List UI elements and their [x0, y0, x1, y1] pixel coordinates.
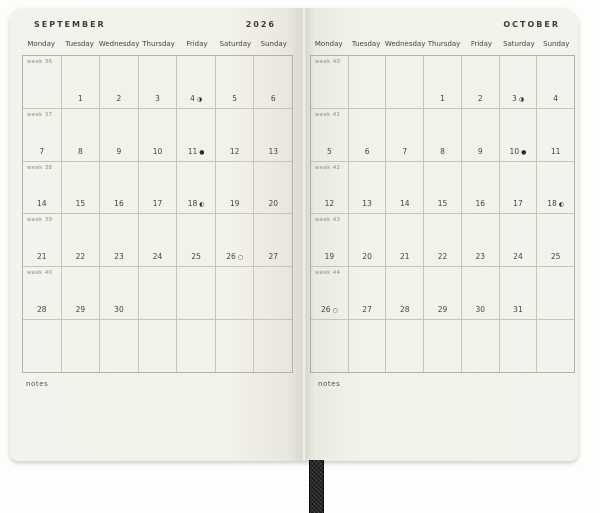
date-number: 25 — [550, 252, 561, 262]
week-row — [311, 162, 574, 215]
day-cell — [254, 109, 292, 161]
new-moon-icon: ● — [199, 148, 205, 156]
day-cell — [23, 109, 62, 161]
date-number: 28 — [400, 305, 410, 315]
date-number: 7 — [39, 146, 45, 156]
day-cell — [537, 56, 574, 108]
date-number: 6 — [270, 93, 276, 103]
date-number: 30 — [114, 305, 124, 315]
date-number: 13 — [268, 146, 279, 156]
day-cell — [311, 267, 349, 319]
day-cell — [311, 214, 349, 266]
week-number-label: week 43 — [315, 217, 341, 224]
week-number-label: week 41 — [315, 111, 341, 118]
day-cell — [216, 214, 255, 266]
day-header: Tuesday — [65, 40, 94, 48]
day-cell — [311, 109, 349, 161]
day-cell — [311, 56, 349, 108]
week-number-label: week 37 — [27, 111, 53, 118]
date-number: 11 ● — [187, 146, 205, 156]
day-header: Saturday — [503, 40, 535, 48]
day-cell — [23, 56, 62, 108]
date-number: 22 — [75, 252, 86, 262]
day-cell — [177, 162, 216, 214]
day-cell — [500, 56, 538, 108]
full-moon-icon: ○ — [237, 254, 244, 262]
day-cell — [424, 109, 462, 161]
month-title: OCTOBER — [503, 20, 560, 29]
day-cell — [386, 267, 424, 319]
date-number: 23 — [114, 252, 124, 262]
day-cell — [23, 162, 62, 214]
day-cell — [100, 214, 139, 266]
date-number: 1 — [77, 93, 83, 103]
date-number: 14 — [400, 199, 410, 209]
day-header: Wednesday — [384, 40, 426, 48]
day-cell — [462, 320, 500, 372]
day-cell — [254, 162, 292, 214]
first-quarter-moon-icon: ◐ — [199, 201, 205, 209]
week-row — [23, 109, 292, 162]
date-number: 31 — [513, 305, 523, 315]
day-cell — [139, 320, 178, 372]
day-cell — [349, 267, 387, 319]
day-cell — [62, 162, 101, 214]
day-cell — [254, 320, 292, 372]
day-header: Thursday — [427, 40, 461, 48]
day-cell — [139, 162, 178, 214]
date-number: 20 — [362, 252, 372, 262]
date-number: 29 — [437, 305, 448, 315]
day-cell — [424, 162, 462, 214]
day-header: Thursday — [142, 40, 175, 48]
day-cell — [177, 267, 216, 319]
day-cell — [349, 162, 387, 214]
week-row — [311, 320, 574, 372]
day-header: Sunday — [260, 40, 287, 48]
date-number: 21 — [37, 252, 47, 262]
date-number: 29 — [75, 305, 86, 315]
day-cell — [424, 267, 462, 319]
ribbon-bookmark — [309, 460, 324, 513]
day-cell — [23, 320, 62, 372]
week-row — [311, 56, 574, 109]
day-cell — [62, 109, 101, 161]
date-number: 12 — [324, 199, 335, 209]
day-cell — [23, 214, 62, 266]
page-header — [34, 20, 276, 29]
date-number: 24 — [513, 252, 523, 262]
day-cell — [62, 320, 101, 372]
date-number: 15 — [75, 199, 86, 209]
date-number: 10 ● — [509, 146, 527, 156]
date-number: 26 ○ — [226, 252, 244, 262]
day-cell — [177, 109, 216, 161]
day-cell — [216, 320, 255, 372]
date-number: 23 — [475, 252, 485, 262]
week-row — [23, 56, 292, 109]
day-cell — [462, 109, 500, 161]
day-cell — [23, 267, 62, 319]
date-number: 16 — [475, 199, 485, 209]
day-cell — [100, 56, 139, 108]
date-number: 3 — [155, 93, 160, 103]
notes-label: notes — [318, 380, 341, 388]
open-planner-book — [10, 8, 578, 461]
day-cell — [254, 56, 292, 108]
day-cell — [254, 214, 292, 266]
day-cell — [500, 214, 538, 266]
day-cell — [424, 320, 462, 372]
new-moon-icon: ● — [521, 148, 527, 156]
date-number: 5 — [326, 146, 332, 156]
date-number: 2 — [477, 93, 483, 103]
day-cell — [100, 109, 139, 161]
date-number: 27 — [268, 252, 279, 262]
calendar-grid — [310, 55, 575, 373]
week-number-label: week 38 — [27, 164, 53, 171]
week-row — [23, 267, 292, 320]
day-cell — [500, 267, 538, 319]
day-cell — [537, 214, 574, 266]
date-number: 9 — [477, 146, 483, 156]
day-cell — [311, 320, 349, 372]
day-cell — [349, 109, 387, 161]
date-number: 8 — [440, 146, 445, 156]
day-cell — [216, 109, 255, 161]
day-cell — [537, 320, 574, 372]
day-cell — [349, 320, 387, 372]
date-number: 18 ◐ — [547, 199, 565, 209]
day-cell — [311, 162, 349, 214]
date-number: 11 — [550, 146, 561, 156]
month-title: SEPTEMBER — [34, 20, 106, 29]
week-row — [311, 214, 574, 267]
day-cell — [349, 56, 387, 108]
first-quarter-moon-icon: ◐ — [558, 201, 565, 209]
date-number: 20 — [268, 199, 279, 209]
day-cell — [177, 56, 216, 108]
date-number: 9 — [116, 146, 122, 156]
date-number: 19 — [229, 199, 240, 209]
year-label: 2026 — [245, 20, 276, 29]
date-number: 19 — [324, 252, 335, 262]
date-number: 4 — [553, 93, 559, 103]
date-number: 14 — [37, 199, 47, 209]
day-cell — [216, 56, 255, 108]
day-cell — [386, 56, 424, 108]
week-row — [23, 162, 292, 215]
week-number-label: week 40 — [27, 270, 53, 277]
day-cell — [349, 214, 387, 266]
full-moon-icon: ○ — [332, 307, 338, 315]
day-headers-row — [22, 40, 293, 52]
day-cell — [100, 320, 139, 372]
day-cell — [500, 109, 538, 161]
date-number: 7 — [402, 146, 408, 156]
week-number-label: week 40 — [315, 59, 341, 65]
day-cell — [62, 56, 101, 108]
date-number: 26 ○ — [320, 305, 338, 315]
day-cell — [254, 267, 292, 319]
last-quarter-moon-icon: ◑ — [518, 95, 524, 103]
page-header — [318, 20, 560, 29]
day-cell — [177, 214, 216, 266]
day-cell — [62, 267, 101, 319]
date-number: 17 — [152, 199, 163, 209]
date-number: 3 ◑ — [511, 93, 524, 103]
day-cell — [386, 162, 424, 214]
day-cell — [139, 109, 178, 161]
date-number: 16 — [114, 199, 124, 209]
day-header: Wednesday — [98, 40, 140, 48]
day-header: Monday — [314, 40, 343, 48]
week-number-label: week 39 — [27, 217, 53, 224]
day-cell — [424, 56, 462, 108]
day-cell — [100, 267, 139, 319]
calendar-grid — [22, 55, 293, 373]
day-cell — [216, 267, 255, 319]
week-number-label: week 44 — [315, 270, 341, 277]
last-quarter-moon-icon: ◑ — [196, 95, 203, 103]
date-number: 24 — [152, 252, 163, 262]
date-number: 8 — [77, 146, 83, 156]
notes-label: notes — [26, 380, 49, 388]
date-number: 12 — [229, 146, 240, 156]
date-number: 30 — [475, 305, 485, 315]
day-header: Tuesday — [351, 40, 381, 48]
day-cell — [500, 320, 538, 372]
date-number: 10 — [152, 146, 163, 156]
day-cell — [500, 162, 538, 214]
day-cell — [537, 162, 574, 214]
date-number: 13 — [362, 199, 372, 209]
day-cell — [386, 214, 424, 266]
date-number: 27 — [362, 305, 372, 315]
day-cell — [139, 267, 178, 319]
week-row — [23, 320, 292, 372]
date-number: 6 — [364, 146, 370, 156]
day-cell — [462, 56, 500, 108]
day-cell — [139, 56, 178, 108]
week-row — [311, 267, 574, 320]
day-cell — [62, 214, 101, 266]
day-cell — [537, 109, 574, 161]
page-september — [10, 8, 294, 461]
week-row — [23, 214, 292, 267]
date-number: 21 — [400, 252, 410, 262]
day-cell — [386, 109, 424, 161]
date-number: 25 — [191, 252, 201, 262]
day-cell — [462, 162, 500, 214]
day-cell — [537, 267, 574, 319]
date-number: 28 — [37, 305, 47, 315]
day-cell — [100, 162, 139, 214]
week-number-label: week 42 — [315, 164, 341, 171]
day-cell — [424, 214, 462, 266]
day-header: Friday — [186, 40, 208, 48]
date-number: 17 — [513, 199, 523, 209]
date-number: 15 — [437, 199, 448, 209]
day-headers-row — [310, 40, 575, 52]
day-header: Monday — [27, 40, 56, 48]
date-number: 22 — [437, 252, 448, 262]
day-header: Saturday — [219, 40, 252, 48]
date-number: 1 — [440, 93, 445, 103]
date-number: 2 — [116, 93, 122, 103]
date-number: 18 ◐ — [187, 199, 205, 209]
day-cell — [216, 162, 255, 214]
day-header: Friday — [470, 40, 493, 48]
day-cell — [386, 320, 424, 372]
date-number: 4 ◑ — [190, 93, 203, 103]
week-row — [311, 109, 574, 162]
date-number: 5 — [232, 93, 238, 103]
day-cell — [177, 320, 216, 372]
day-cell — [462, 214, 500, 266]
week-number-label: week 36 — [27, 59, 53, 65]
day-header: Sunday — [543, 40, 570, 48]
day-cell — [462, 267, 500, 319]
day-cell — [139, 214, 178, 266]
page-october — [294, 8, 578, 461]
